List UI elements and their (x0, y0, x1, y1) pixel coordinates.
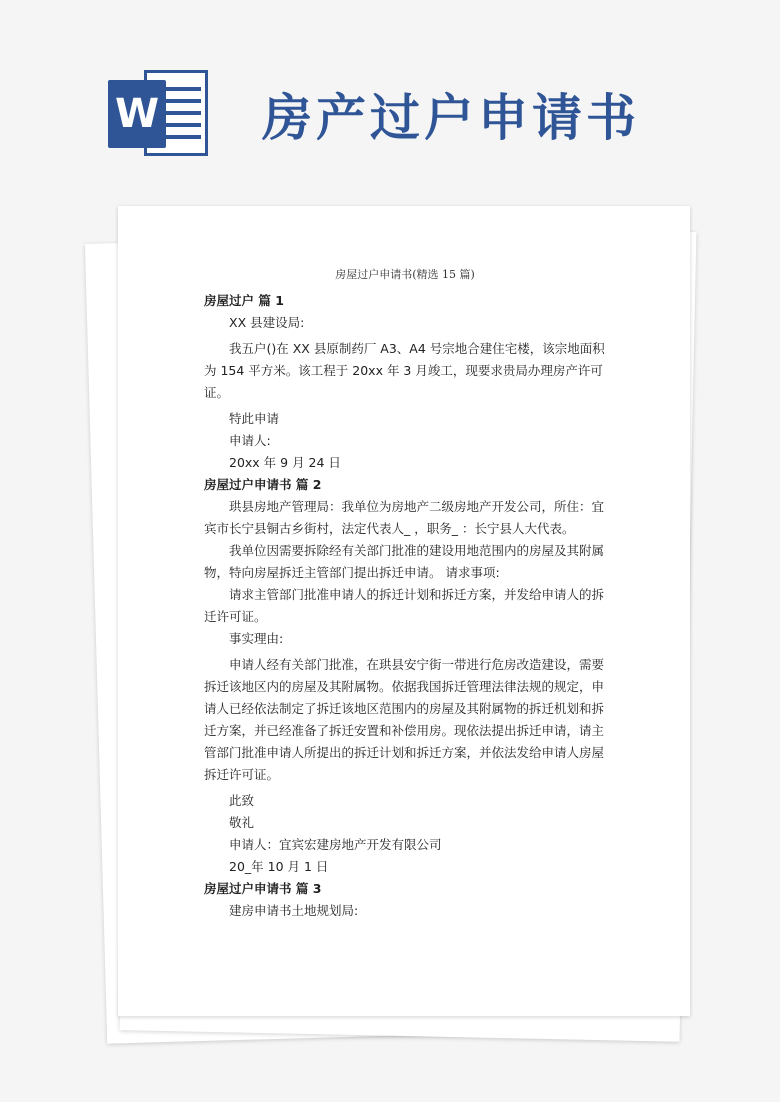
paragraph: 我五户()在 XX 县原制药厂 A3、A4 号宗地合建住宅楼，该宗地面积为 154 平方米。该工程于 20xx 年 3 月竣工，现要求贵局办理房产许可证。 (204, 341, 605, 400)
section-heading: 房屋过户 篇 1 (204, 293, 284, 308)
page-title: 房产过户申请书 (262, 88, 640, 147)
applicant: 申请人: (229, 433, 271, 448)
closing: 此致 (229, 793, 255, 808)
addressee: 建房申请书土地规划局: (229, 903, 359, 918)
document-content (204, 264, 606, 922)
document-header: 房屋过户申请书(精选 15 篇) (335, 268, 475, 281)
word-document-icon (108, 68, 210, 158)
document-page (118, 206, 690, 1016)
applicant: 申请人：宜宾宏建房地产开发有限公司 (229, 837, 442, 852)
section-heading: 房屋过户申请书 篇 2 (204, 477, 322, 492)
banner (0, 0, 780, 200)
date: 20xx 年 9 月 24 日 (229, 455, 341, 470)
paragraph: 请求主管部门批准申请人的拆迁计划和拆迁方案，并发给申请人的拆迁许可证。 (204, 587, 605, 624)
section-heading: 房屋过户申请书 篇 3 (204, 881, 322, 896)
closing: 特此申请 (229, 411, 280, 426)
date: 20_年 10 月 1 日 (229, 859, 329, 874)
closing: 敬礼 (229, 815, 255, 830)
paragraph: 我单位因需要拆除经有关部门批准的建设用地范围内的房屋及其附属物，特向房屋拆迁主管部门提出拆迁申请。 请求事项: (204, 543, 605, 580)
addressee: XX 县建设局: (229, 315, 305, 330)
word-badge: W (108, 80, 166, 148)
paragraph: 珙县房地产管理局：我单位为房地产二级房地产开发公司，所住：宜宾市长宁县铜古乡街村，法定代表人_ ，职务_ ：长宁县人大代表。 (204, 499, 605, 536)
paragraph: 事实理由: (229, 631, 284, 646)
paragraph: 申请人经有关部门批准，在珙县安宁街一带进行危房改造建设，需要拆迁该地区内的房屋及其附属物。依据我国拆迁管理法律法规的规定，申请人已经依法制定了拆迁该地区范围内的房屋及其附属物的拆迁机划和拆迁方案，并已经准备了拆迁安置和补偿用房。现依法提出拆迁申请，请主管部门批准申请人所提出的拆迁计划和拆迁方案，并依法发给申请人房屋拆迁许可证。 (204, 657, 605, 782)
